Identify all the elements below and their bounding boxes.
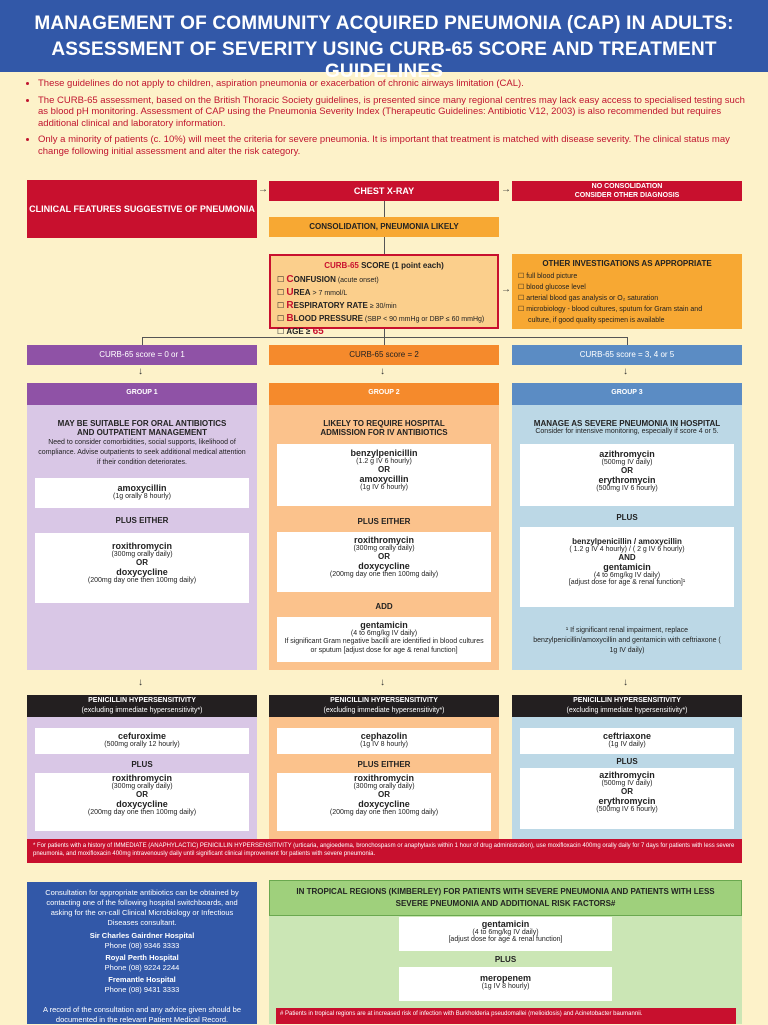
connector: [627, 337, 628, 345]
group-1-heading-1: MAY BE SUITABLE FOR ORAL ANTIBIOTICS: [57, 419, 227, 428]
drug-dose: (4 to 6mg/kg IV daily): [472, 929, 539, 936]
connector: [384, 201, 385, 217]
drug-dose: (1.2 g IV 6 hourly): [356, 458, 412, 465]
other-investigations-box: [512, 254, 742, 329]
group-2-drug-box-2: [277, 532, 491, 592]
hyper-3-drug-box-1: [520, 728, 734, 754]
group-3-title: GROUP 3: [611, 389, 643, 396]
drug-dose: (300mg orally daily): [353, 545, 415, 552]
hyper-3-plus: PLUS: [616, 757, 638, 766]
no-consolidation-box: [512, 181, 742, 201]
drug-name: gentamicin: [360, 620, 408, 630]
drug-dose: (1g IV 8 hourly): [481, 983, 530, 990]
drug-note: [adjust dose for age & renal function]¹: [568, 579, 686, 586]
hospital-phone: Phone (08) 9224 2244: [104, 963, 180, 972]
score-2-box: [269, 345, 499, 365]
drug-name: benzylpenicillin / amoxycillin: [572, 537, 682, 546]
drug-note: If significant Gram negative bacilli are identified in blood cultures or sputum [adjust dose for age & renal function]: [284, 638, 484, 654]
or-label: OR: [378, 790, 390, 799]
hospital-name: Fremantle Hospital: [108, 975, 176, 984]
drug-name: azithromycin: [599, 770, 655, 780]
consider-other-label: CONSIDER OTHER DIAGNOSIS: [574, 192, 680, 199]
drug-dose: ( 1.2 g IV 4 hourly) / ( 2 g IV 6 hourly): [569, 546, 685, 553]
drug-dose: (500mg IV 6 hourly): [596, 485, 658, 492]
group-1-drug-box-1: [35, 478, 249, 508]
or-label: OR: [136, 558, 148, 567]
group-1-drug-box-2: [35, 533, 249, 603]
group-2-add: ADD: [375, 602, 393, 611]
hospital-name: Royal Perth Hospital: [105, 953, 179, 962]
drug-name: amoxycillin: [359, 474, 409, 484]
drug-dose: (300mg orally daily): [111, 551, 173, 558]
intro-notes: [26, 78, 746, 162]
or-label: OR: [378, 465, 390, 474]
drug-dose: (500mg orally 12 hourly): [104, 741, 180, 748]
hyper-1-plus: PLUS: [131, 760, 153, 769]
hypersensitivity-header-1: PENICILLIN HYPERSENSITIVITY (excluding immediate hypersensitivity*): [27, 695, 257, 717]
drug-dose: (500mg IV daily): [601, 459, 653, 466]
connector: [142, 337, 143, 345]
group-3-heading: MANAGE AS SEVERE PNEUMONIA IN HOSPITAL: [533, 419, 721, 428]
drug-name: gentamicin: [481, 919, 530, 929]
drug-dose: (1g orally 8 hourly): [113, 493, 171, 500]
investigation-item: culture, if good quality specimen is available: [528, 317, 665, 324]
drug-name: doxycycline: [116, 567, 168, 577]
arrow-right-icon: →: [501, 284, 511, 295]
group-2-title: GROUP 2: [368, 389, 400, 396]
drug-dose: (1g IV daily): [608, 741, 646, 748]
hospital-phone: Phone (08) 9431 3333: [104, 985, 180, 994]
group-3-drug-box-1: [520, 444, 734, 506]
chest-xray-box: [269, 181, 499, 201]
score-3-5-box: [512, 345, 742, 365]
group-3-title-box: [512, 383, 742, 405]
drug-name: roxithromycin: [111, 773, 172, 783]
arrow-down-icon: ↓: [138, 677, 143, 688]
page-title-line-1: MANAGEMENT OF COMMUNITY ACQUIRED PNEUMONIA (CAP) IN ADULTS:: [34, 13, 734, 34]
group-2-heading-1: LIKELY TO REQUIRE HOSPITAL: [323, 419, 445, 428]
curb-item-urea: ☐ UREA > 7 mmol/L: [277, 287, 348, 298]
clinical-features-box: [27, 180, 257, 238]
score-0-1-label: CURB-65 score = 0 or 1: [99, 350, 185, 359]
tropical-regions-header: IN TROPICAL REGIONS (KIMBERLEY) FOR PATIENTS WITH SEVERE PNEUMONIA AND PATIENTS WITH LESS SEVERE PNEUMONIA AND ADDITIONAL RISK FACTORS#: [269, 880, 742, 916]
drug-name: erythromycin: [598, 475, 656, 485]
tropical-footnote: # Patients in tropical regions are at increased risk of infection with Burkholderia pseudomallei (melioidosis) and Acinetobacter baumannii.: [276, 1008, 736, 1024]
intro-bullet: • These guidelines do not apply to children, aspiration pneumonia or exacerbation of chronic airways limitation (CAL).: [38, 78, 746, 90]
drug-name: amoxycillin: [117, 483, 167, 493]
anaphylaxis-footnote: * For patients with a history of IMMEDIATE (ANAPHYLACTIC) PENICILLIN HYPERSENSITIVITY (urticaria, angioedema, bronchospasm or anaphylaxis within 1 hour of drug administration), use moxifloxacin 400mg orally daily for 7 days for patients with less severe pneumonia, and moxifloxacin 400mg intravenously daily until significant clinical improvement for patients with severe pneumonia.: [27, 839, 742, 863]
drug-dose: (300mg orally daily): [111, 783, 173, 790]
drug-name: doxycycline: [358, 799, 410, 809]
drug-name: cefuroxime: [117, 731, 167, 741]
no-consolidation-label: NO CONSOLIDATION: [591, 183, 663, 190]
group-2-drug-box-3: [277, 617, 491, 662]
consolidation-label: CONSOLIDATION, PNEUMONIA LIKELY: [309, 222, 459, 231]
consultation-intro: Consultation for appropriate antibiotics can be obtained by contacting one of the following hospital switchboards, and asking for the on-call Clinical Microbiology or Infectious Diseases consultant.: [45, 888, 239, 927]
drug-name: doxycycline: [116, 799, 168, 809]
tropical-plus: PLUS: [494, 955, 517, 964]
arrow-down-icon: ↓: [623, 677, 628, 688]
consultation-contacts-box: [27, 882, 257, 1024]
hypersensitivity-header-2: PENICILLIN HYPERSENSITIVITY (excluding immediate hypersensitivity*): [269, 695, 499, 717]
investigation-item: ☐ arterial blood gas analysis or O₂ saturation: [518, 295, 659, 302]
hyper-1-drug-box-1: [35, 728, 249, 754]
group-1-description: Need to consider comorbidities, social supports, likelihood of compliance. Advise outpatients to seek additional medical attention if their condition deteriorates.: [38, 439, 246, 466]
drug-name: cephazolin: [360, 731, 408, 741]
arrow-down-icon: ↓: [380, 677, 385, 688]
group-2-plus-either: PLUS EITHER: [357, 517, 411, 526]
investigation-item: ☐ blood glucose level: [518, 284, 586, 291]
drug-dose: (200mg day one then 100mg daily): [87, 809, 197, 816]
drug-name: roxithromycin: [353, 773, 414, 783]
and-label: AND: [618, 553, 636, 562]
intro-bullet: • Only a minority of patients (c. 10%) will meet the criteria for severe pneumonia. It is important that treatment is matched with disease severity. The clinical status may change following initial assessment and alter the risk category.: [38, 134, 746, 157]
connector: [384, 337, 385, 345]
group-1-title-box: [27, 383, 257, 405]
tropical-drug-box-2: [399, 967, 612, 1001]
investigation-item: ☐ microbiology - blood cultures, sputum for Gram stain and: [518, 306, 703, 313]
other-investigations-title: OTHER INVESTIGATIONS AS APPROPRIATE: [542, 259, 712, 268]
arrow-down-icon: ↓: [138, 366, 143, 377]
chest-xray-label: CHEST X-RAY: [353, 186, 415, 196]
investigation-item: ☐ full blood picture: [518, 273, 578, 280]
drug-dose: (500mg IV 6 hourly): [596, 806, 658, 813]
curb-item-respiratory: ☐ RESPIRATORY RATE ≥ 30/min: [277, 300, 397, 311]
drug-name: erythromycin: [598, 796, 656, 806]
hospital-phone: Phone (08) 9346 3333: [104, 941, 180, 950]
arrow-right-icon: →: [501, 184, 511, 195]
curb65-title-suffix: SCORE (1 point each): [358, 261, 444, 270]
consolidation-box: [269, 217, 499, 237]
connector: [384, 329, 385, 337]
hyper-3-drug-box-2: [520, 768, 734, 829]
curb-item-age: ☐ AGE ≥ 65: [277, 326, 324, 337]
group-3-plus: PLUS: [616, 513, 638, 522]
drug-dose: (200mg day one then 100mg daily): [87, 577, 197, 584]
score-0-1-box: [27, 345, 257, 365]
group-3-footnote: ¹ If significant renal impairment, replace benzylpenicillin/amoxycillin and gentamicin with ceftriaxone ( 1g IV daily): [533, 627, 721, 654]
or-label: OR: [621, 466, 633, 475]
drug-dose: (300mg orally daily): [353, 783, 415, 790]
score-3-5-label: CURB-65 score = 3, 4 or 5: [579, 350, 675, 359]
drug-name: benzylpenicillin: [350, 448, 418, 458]
drug-dose: (200mg day one then 100mg daily): [329, 809, 439, 816]
drug-dose: (500mg IV daily): [601, 780, 653, 787]
hypersensitivity-header-3: PENICILLIN HYPERSENSITIVITY (excluding immediate hypersensitivity*): [512, 695, 742, 717]
group-3-drug-box-2: [520, 527, 734, 607]
drug-name: meropenem: [479, 973, 532, 983]
group-2-drug-box-1: [277, 444, 491, 506]
or-label: OR: [136, 790, 148, 799]
hyper-2-drug-box-2: [277, 773, 491, 831]
drug-name: roxithromycin: [111, 541, 172, 551]
or-label: OR: [378, 552, 390, 561]
group-2-heading-2: ADMISSION FOR IV ANTIBIOTICS: [320, 428, 448, 437]
connector: [384, 237, 385, 254]
drug-dose: (200mg day one then 100mg daily): [329, 571, 439, 578]
drug-dose: (4 to 6mg/kg IV daily): [593, 572, 661, 579]
intro-bullet: • The CURB-65 assessment, based on the British Thoracic Society guidelines, is presented since many regional centres may lack easy access to specialised testing such as blood pH monitoring. Assessment of CAP using the Pneumonia Severity Index (Therapeutic Guidelines: Antibiotic V12, 2003) is also recommended but requires additional clinical and laboratory information.: [38, 95, 746, 130]
group-3-subheading: Consider for intensive monitoring, especially if score 4 or 5.: [535, 428, 719, 435]
drug-name: gentamicin: [603, 562, 651, 572]
group-1-plus-either: PLUS EITHER: [115, 516, 169, 525]
tropical-drug-box-1: [399, 917, 612, 951]
hospital-name: Sir Charles Gairdner Hospital: [89, 931, 195, 940]
group-1-heading-2: AND OUTPATIENT MANAGEMENT: [77, 428, 207, 437]
drug-note: [adjust dose for age & renal function]: [448, 936, 563, 943]
or-label: OR: [621, 787, 633, 796]
arrow-down-icon: ↓: [623, 366, 628, 377]
consultation-outro: A record of the consultation and any advice given should be documented in the relevant Patient Medical Record.: [42, 1005, 242, 1024]
drug-name: doxycycline: [358, 561, 410, 571]
drug-dose: (1g IV 6 hourly): [360, 484, 408, 491]
arrow-down-icon: ↓: [380, 366, 385, 377]
drug-name: azithromycin: [599, 449, 655, 459]
drug-dose: (4 to 6mg/kg IV daily): [350, 630, 418, 637]
page-header: [0, 0, 768, 82]
curb65-score-box: [269, 254, 499, 337]
group-2-title-box: [269, 383, 499, 405]
drug-name: roxithromycin: [353, 535, 414, 545]
curb65-title: CURB-65: [324, 261, 359, 270]
hyper-2-drug-box-1: [277, 728, 491, 754]
page-title-line-2: ASSESSMENT OF SEVERITY USING CURB-65 SCORE AND TREATMENT GUIDELINES: [51, 39, 717, 82]
arrow-right-icon: →: [258, 184, 268, 195]
curb-item-blood-pressure: ☐ BLOOD PRESSURE (SBP < 90 mmHg or DBP ≤ 60 mmHg): [277, 313, 485, 324]
clinical-features-label: CLINICAL FEATURES SUGGESTIVE OF PNEUMONIA: [29, 204, 255, 214]
drug-name: ceftriaxone: [602, 731, 652, 741]
hyper-2-plus-either: PLUS EITHER: [357, 760, 411, 769]
group-1-title: GROUP 1: [126, 389, 158, 396]
score-2-label: CURB-65 score = 2: [349, 350, 419, 359]
hyper-1-drug-box-2: [35, 773, 249, 831]
drug-dose: (1g IV 8 hourly): [360, 741, 408, 748]
curb-item-confusion: ☐ CONFUSION (acute onset): [277, 274, 379, 285]
